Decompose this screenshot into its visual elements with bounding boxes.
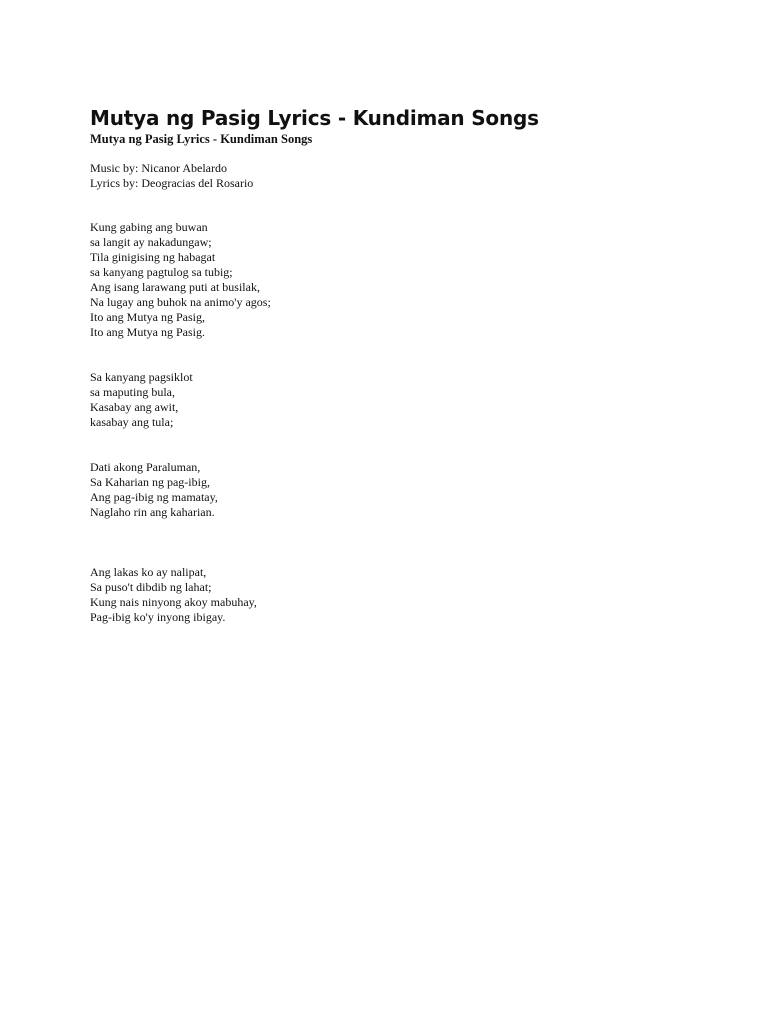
music-credit: Music by: Nicanor Abelardo	[90, 161, 227, 175]
lyric-line: Ang isang larawang puti at busilak,	[90, 280, 260, 294]
stanza-1	[90, 220, 710, 340]
lyric-line: Ang pag-ibig ng mamatay,	[90, 490, 218, 504]
document-page	[90, 104, 710, 625]
lyric-line: Kung gabing ang buwan	[90, 220, 208, 234]
lyric-line: Tila ginigising ng habagat	[90, 250, 216, 264]
lyrics-credit: Lyrics by: Deogracias del Rosario	[90, 176, 254, 190]
document-subtitle: Mutya ng Pasig Lyrics - Kundiman Songs	[90, 132, 313, 146]
stanza-4	[90, 565, 710, 625]
credits	[90, 161, 710, 191]
lyric-line: sa kanyang pagtulog sa tubig;	[90, 265, 233, 279]
lyric-line: sa langit ay nakadungaw;	[90, 235, 212, 249]
lyric-line: Sa puso't dibdib ng lahat;	[90, 580, 212, 594]
lyric-line: Naglaho rin ang kaharian.	[90, 505, 215, 519]
lyric-line: sa maputing bula,	[90, 385, 175, 399]
lyric-line: Ito ang Mutya ng Pasig.	[90, 325, 205, 339]
lyric-line: Dati akong Paraluman,	[90, 460, 201, 474]
lyric-line: Kasabay ang awit,	[90, 400, 179, 414]
lyric-line: Sa Kaharian ng pag-ibig,	[90, 475, 210, 489]
lyric-line: Pag-ibig ko'y inyong ibigay.	[90, 610, 226, 624]
lyric-line: Ito ang Mutya ng Pasig,	[90, 310, 205, 324]
lyric-line: Ang lakas ko ay nalipat,	[90, 565, 207, 579]
lyric-line: Na lugay ang buhok na animo'y agos;	[90, 295, 271, 309]
document-title: Mutya ng Pasig Lyrics - Kundiman Songs	[90, 106, 539, 130]
lyric-line: Sa kanyang pagsiklot	[90, 370, 193, 384]
stanza-3	[90, 460, 710, 520]
lyric-line: kasabay ang tula;	[90, 415, 174, 429]
stanza-2	[90, 370, 710, 430]
lyric-line: Kung nais ninyong akoy mabuhay,	[90, 595, 257, 609]
